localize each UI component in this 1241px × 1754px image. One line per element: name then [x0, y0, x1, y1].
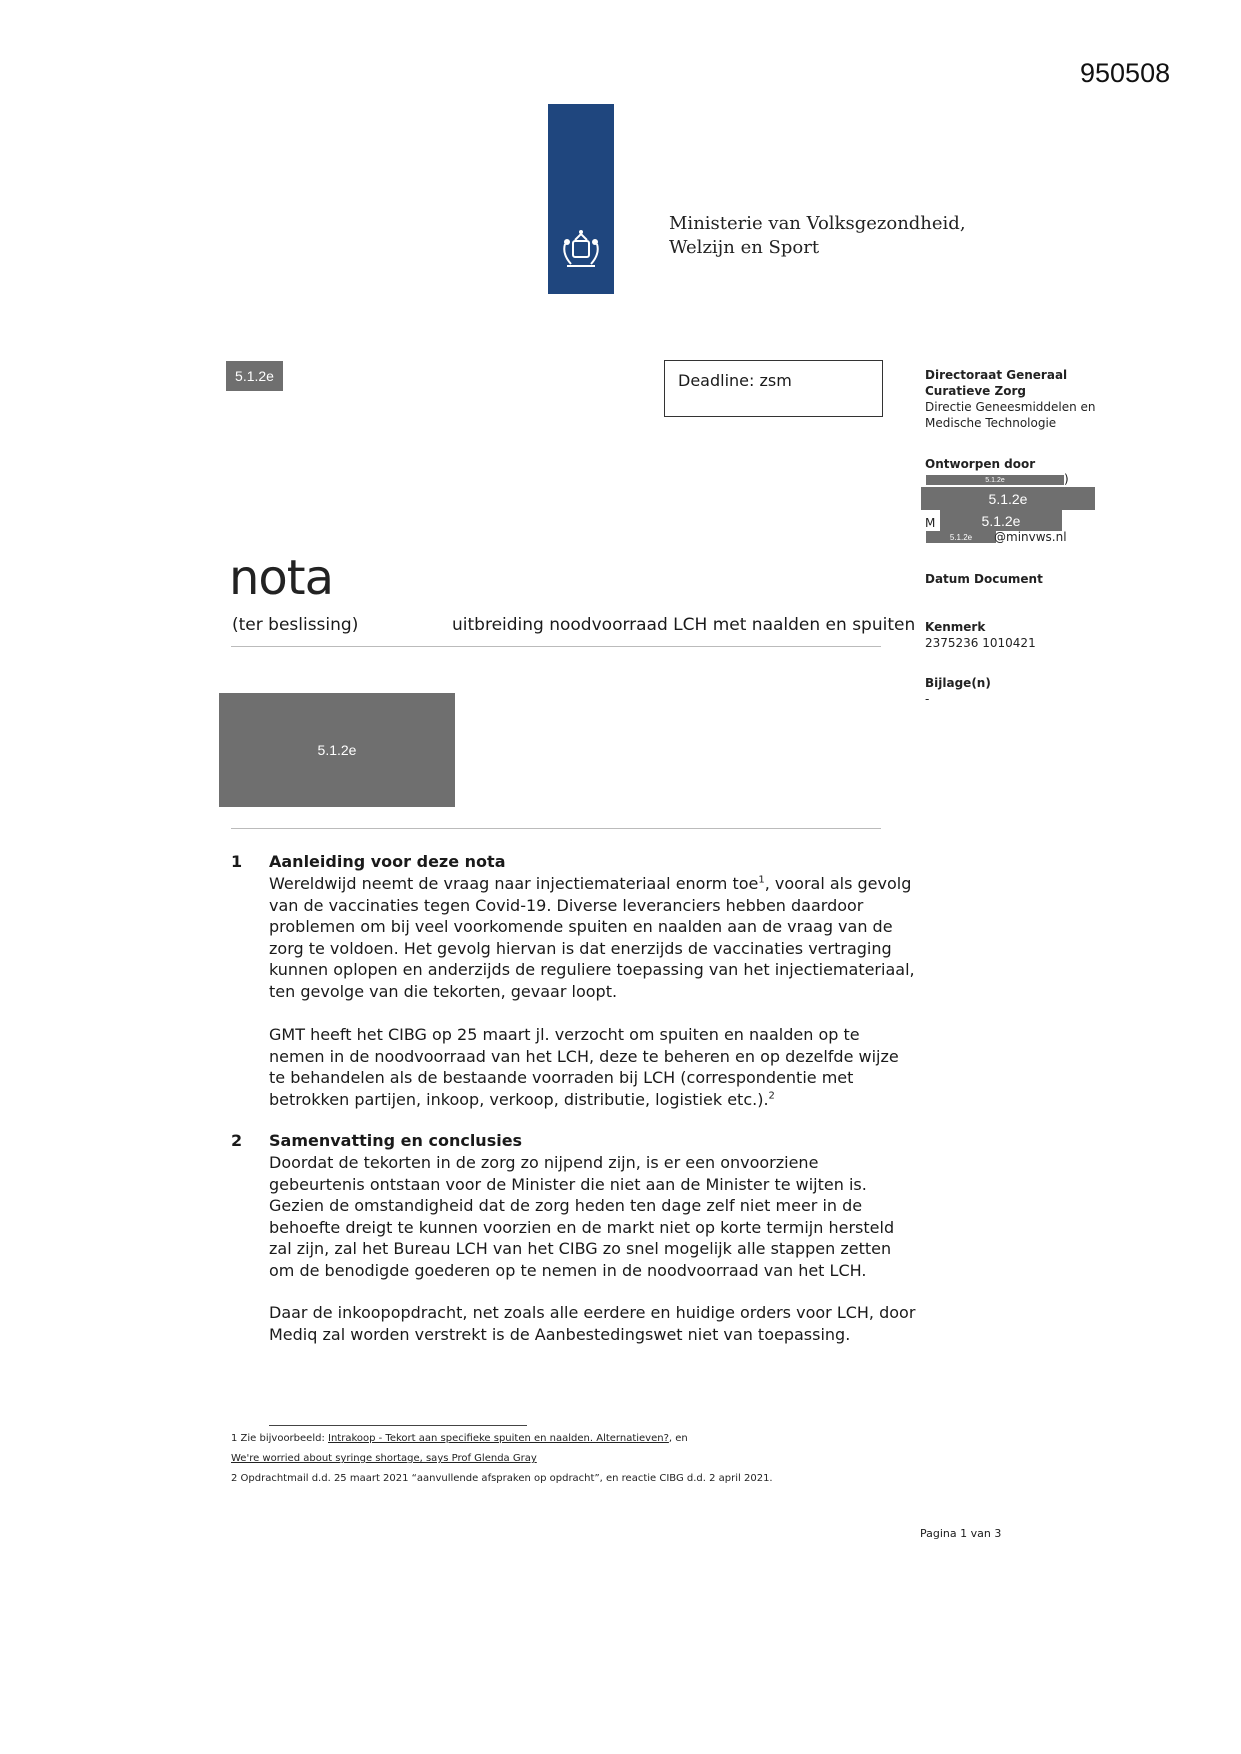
ontworpen-label-text: Ontworpen door: [925, 457, 1036, 471]
section-paragraph: Doordat de tekorten in de zorg zo nijpend zijn, is er een onvoorziene gebeurtenis ontstaan voor de Minister die niet aan de Minister te wijten is. Gezien de omstandigheid dat de zorg heden ten dage zelf niet meer in de behoefte dreigt te kunnen voorzien en de markt niet op korte termijn hersteld zal zijn, zal het Bureau LCH van het CIBG zo snel mogelijk alle stappen zetten om de benodigde goederen op te nemen in de noodvoorraad van het LCH.: [269, 1153, 895, 1280]
divider: [231, 828, 881, 829]
datum-label-text: Datum Document: [925, 572, 1043, 586]
redaction-small: 5.1.2e: [926, 475, 1064, 485]
redaction-block: 5.1.2e: [219, 693, 455, 807]
footnote-link[interactable]: Intrakoop - Tekort aan specifieke spuiten en naalden. Alternatieven?: [328, 1433, 669, 1444]
document-title: nota: [229, 550, 334, 606]
footnote-ref: 1: [758, 874, 765, 886]
datum-label: [925, 571, 1043, 587]
footnote-1-cont: [231, 1453, 537, 1464]
coat-of-arms-icon: [557, 224, 605, 272]
divider: [231, 646, 881, 647]
deadline-box: Deadline: zsm: [664, 360, 883, 417]
paragraph-text: Wereldwijd neemt de vraag naar injectiemateriaal enorm toe: [269, 874, 759, 893]
kenmerk-block: [925, 619, 1036, 651]
section-paragraph: [269, 1024, 919, 1110]
section-paragraph: Daar de inkoopopdracht, net zoals alle eerdere en huidige orders voor LCH, door Mediq zal worden verstrekt is de Aanbestedingswet niet van toepassing.: [269, 1303, 916, 1344]
ministry-logo: [548, 104, 614, 294]
page-number: Pagina 1 van 3: [920, 1527, 1002, 1540]
redaction-phone: 5.1.2e: [921, 487, 1095, 510]
document-subject: uitbreiding noodvoorraad LCH met naalden en spuiten: [452, 615, 916, 635]
dg-line2: Curatieve Zorg: [925, 384, 1026, 398]
section-paragraph: [269, 873, 919, 1002]
document-number: 950508: [1080, 58, 1171, 88]
ministry-name-line1: Ministerie van Volksgezondheid,: [669, 213, 966, 234]
section-title: Samenvatting en conclusies: [269, 1131, 523, 1150]
section-number: 2: [231, 1131, 243, 1150]
redaction-mobile: 5.1.2e: [940, 510, 1062, 531]
redaction-box: 5.1.2e: [226, 361, 283, 391]
bijlage-block: [925, 675, 991, 707]
dir-line2: Medische Technologie: [925, 416, 1057, 430]
footnote-ref: 2: [768, 1090, 775, 1102]
kenmerk-label: Kenmerk: [925, 620, 986, 634]
ontworpen-label: [925, 456, 1035, 472]
footnote-divider: [269, 1425, 527, 1426]
dir-line1: Directie Geneesmiddelen en: [925, 400, 1096, 414]
section-number: 1: [231, 852, 243, 871]
paragraph-text: GMT heeft het CIBG op 25 maart jl. verzocht om spuiten en naalden op te nemen in de noodvoorraad van het LCH, deze te beheren en op dezelfde wijze te behandelen als de bestaande voorraden bij LCH (correspondentie met betrokken partijen, inkoop, verkoop, distributie, logistiek etc.).: [269, 1025, 899, 1109]
ministry-name-line2: Welzijn en Sport: [669, 237, 820, 258]
paragraph-text: , vooral als gevolg van de vaccinaties tegen Covid-19. Diverse leveranciers hebben daardoor problemen om bij veel voorkomende spuiten en naalden aan de vraag van de zorg te voldoen. Het gevolg hiervan is dat enerzijds de vaccinaties vertraging kunnen oplopen en anderzijds de reguliere toepassing van het injectiemateriaal, ten gevolge van die tekorten, gevaar loopt.: [269, 874, 915, 1001]
document-type: (ter beslissing): [232, 615, 359, 635]
footnote-2: 2 Opdrachtmail d.d. 25 maart 2021 “aanvullende afspraken op opdracht”, en reactie CIBG d.d. 2 april 2021.: [231, 1473, 773, 1484]
footnote-link[interactable]: We're worried about syringe shortage, says Prof Glenda Gray: [231, 1453, 537, 1464]
email-suffix: @minvws.nl: [994, 530, 1067, 544]
bijlage-value: -: [925, 692, 930, 706]
kenmerk-value: 2375236 1010421: [925, 636, 1036, 650]
bijlage-label: Bijlage(n): [925, 676, 991, 690]
footnote-text: , en: [668, 1433, 688, 1444]
footnote-text: 1 Zie bijvoorbeeld:: [231, 1433, 328, 1444]
sidebar-directorate: [925, 367, 1096, 431]
dg-line1: Directoraat Generaal: [925, 368, 1068, 382]
ministry-name: [669, 212, 966, 260]
m-prefix: M: [925, 516, 936, 530]
closing-paren: ): [1064, 472, 1069, 486]
footnote-1: [231, 1433, 688, 1444]
section-title: Aanleiding voor deze nota: [269, 852, 506, 871]
redaction-email: 5.1.2e: [926, 531, 996, 543]
